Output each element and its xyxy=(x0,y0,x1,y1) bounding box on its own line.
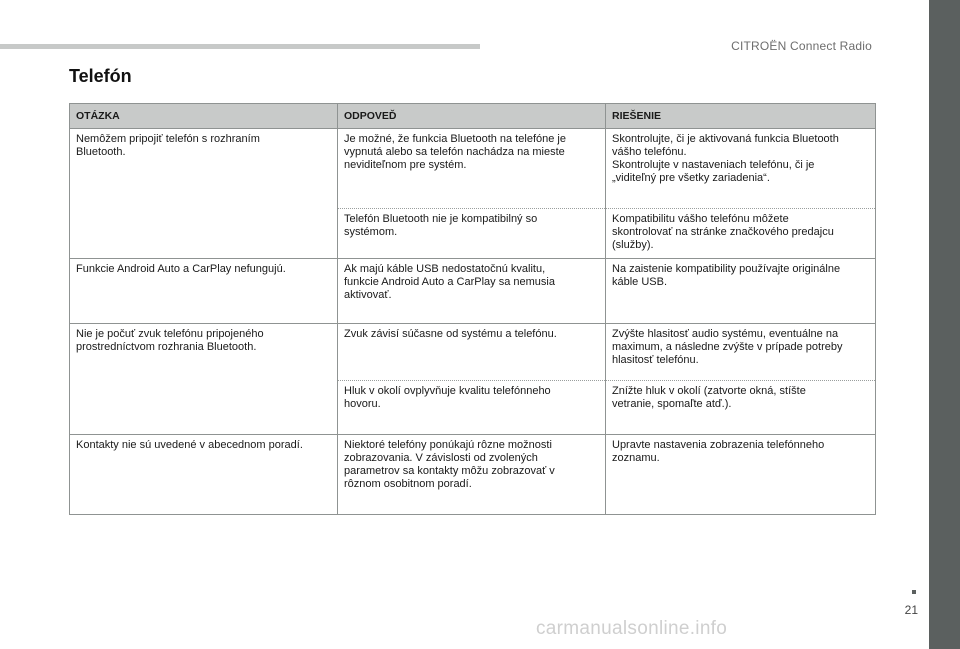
column-header-answer: ODPOVEĎ xyxy=(338,104,606,129)
solution-cell xyxy=(606,435,876,515)
solution-cell xyxy=(606,129,876,209)
page-marker-dot xyxy=(912,590,916,594)
solution-cell xyxy=(606,209,876,259)
answer-cell xyxy=(338,259,606,324)
solution-text: Upravte nastavenia zobrazenia telefónneho zoznamu. xyxy=(612,439,825,464)
column-header-solution: RIEŠENIE xyxy=(606,104,876,129)
answer-text: Je možné, že funkcia Bluetooth na telefóne je vypnutá alebo sa telefón nachádza na mieste neviditeľnom pre systém. xyxy=(344,133,566,171)
solution-cell xyxy=(606,259,876,324)
header-rule xyxy=(0,44,480,49)
question-text: Funkcie Android Auto a CarPlay nefungujú. xyxy=(76,263,286,275)
column-header-question: OTÁZKA xyxy=(70,104,338,129)
table-header-row xyxy=(70,104,876,129)
header-brand: CITROËN Connect Radio xyxy=(731,39,872,53)
table-row xyxy=(70,324,876,381)
solution-text: Zvýšte hlasitosť audio systému, eventuálne na maximum, a následne zvýšte v prípade potreby hlasitosť telefónu. xyxy=(612,328,843,366)
answer-text: Hluk v okolí ovplyvňuje kvalitu telefónneho hovoru. xyxy=(344,385,551,410)
answer-cell xyxy=(338,209,606,259)
answer-text: Telefón Bluetooth nie je kompatibilný so systémom. xyxy=(344,213,538,238)
question-cell xyxy=(70,129,338,259)
answer-cell xyxy=(338,129,606,209)
answer-text: Ak majú káble USB nedostatočnú kvalitu, funkcie Android Auto a CarPlay sa nemusia aktivovať. xyxy=(344,263,555,301)
question-text: Kontakty nie sú uvedené v abecednom poradí. xyxy=(76,439,303,451)
question-cell xyxy=(70,435,338,515)
page-edge-strip xyxy=(929,0,960,649)
question-text: Nemôžem pripojiť telefón s rozhraním Bluetooth. xyxy=(76,133,260,158)
answer-cell xyxy=(338,324,606,381)
faq-table xyxy=(69,103,876,515)
question-cell xyxy=(70,259,338,324)
table-row xyxy=(70,259,876,324)
question-text: Nie je počuť zvuk telefónu pripojeného prostredníctvom rozhrania Bluetooth. xyxy=(76,328,264,353)
answer-cell xyxy=(338,381,606,435)
page-number: 21 xyxy=(904,603,918,617)
answer-text: Zvuk závisí súčasne od systému a telefónu. xyxy=(344,328,557,340)
solution-text: Skontrolujte, či je aktivovaná funkcia Bluetooth vášho telefónu. Skontrolujte v nastaveniach telefónu, či je „viditeľný pre všetky zariadenia“. xyxy=(612,133,839,184)
answer-cell xyxy=(338,435,606,515)
page-title: Telefón xyxy=(69,66,132,86)
table-row xyxy=(70,129,876,209)
solution-text: Kompatibilitu vášho telefónu môžete skontrolovať na stránke značkového predajcu (služby). xyxy=(612,213,834,251)
answer-text: Niektoré telefóny ponúkajú rôzne možnosti zobrazovania. V závislosti od zvolených parametrov sa kontakty môžu zobrazovať v rôznom osobitnom poradí. xyxy=(344,439,555,490)
question-cell xyxy=(70,324,338,435)
solution-cell xyxy=(606,324,876,381)
table-row xyxy=(70,435,876,515)
solution-text: Na zaistenie kompatibility používajte originálne káble USB. xyxy=(612,263,841,288)
solution-text: Znížte hluk v okolí (zatvorte okná, stíšte vetranie, spomaľte atď.). xyxy=(612,385,806,410)
watermark: carmanualsonline.info xyxy=(536,618,728,639)
solution-cell xyxy=(606,381,876,435)
